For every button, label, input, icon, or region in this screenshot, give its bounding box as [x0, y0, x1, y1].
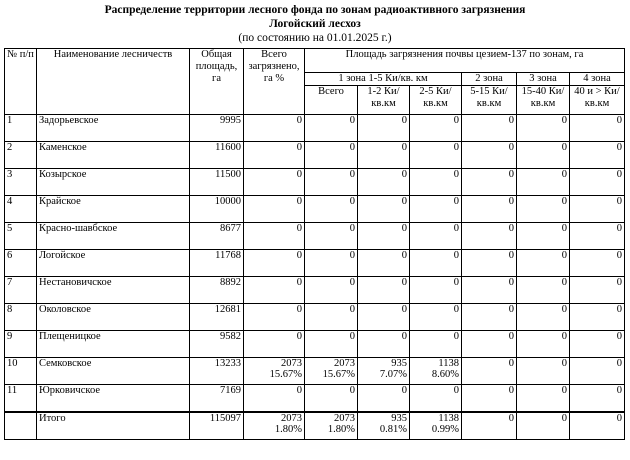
cell-value: 0	[296, 385, 302, 396]
cell-a	[358, 385, 410, 413]
cell-n	[5, 223, 37, 250]
cell-percent: 0.99%	[431, 424, 459, 435]
cell-value: 0	[616, 413, 623, 424]
cell-tot	[305, 358, 358, 385]
cell-value: 935	[391, 358, 407, 369]
cell-b	[410, 169, 462, 196]
cell-n	[5, 331, 37, 358]
cell-d	[517, 196, 570, 223]
cell-value: 0	[349, 196, 355, 207]
cell-value: 10000	[214, 196, 241, 207]
cell-value: Задорьевское	[39, 115, 99, 126]
cell-name	[37, 277, 190, 304]
cell-n	[5, 385, 37, 413]
header-name: Наименование лесничеств	[37, 49, 190, 115]
table-row	[5, 385, 625, 413]
cell-b	[410, 385, 462, 413]
cell-tot	[305, 385, 358, 413]
cell-name	[37, 358, 190, 385]
cell-value: 0	[349, 331, 355, 342]
cell-b	[410, 304, 462, 331]
cell-c	[462, 223, 517, 250]
cell-value: 7	[7, 277, 13, 288]
header-z3: 15-40 Ки/кв.км	[517, 86, 570, 115]
cell-value: 0	[453, 277, 459, 288]
cell-name	[37, 142, 190, 169]
cell-value: 0	[561, 385, 567, 396]
header-num: № п/п	[5, 49, 37, 115]
cell-value: 2073	[334, 358, 355, 369]
cell-area	[190, 358, 244, 385]
cell-value: 0	[349, 250, 355, 261]
cell-d	[517, 277, 570, 304]
cell-value: 0	[296, 304, 302, 315]
cell-value: 0	[349, 277, 355, 288]
cell-value: 0	[453, 385, 459, 396]
report-date: (по состоянию на 01.01.2025 г.)	[238, 32, 392, 44]
cell-n	[5, 250, 37, 277]
cell-n	[5, 358, 37, 385]
cell-value: 2073	[281, 413, 302, 424]
cell-cont	[244, 223, 305, 250]
cell-name	[37, 196, 190, 223]
cell-value: 11768	[215, 250, 241, 261]
cell-value: 0	[561, 142, 567, 153]
cell-value: 1	[7, 115, 13, 126]
cell-area	[190, 142, 244, 169]
cell-n	[5, 277, 37, 304]
cell-value: 0	[508, 331, 514, 342]
cell-percent: 8.60%	[431, 369, 459, 380]
cell-value: 9582	[220, 331, 241, 342]
cell-value: 0	[349, 385, 355, 396]
cell-a	[358, 331, 410, 358]
cell-value: 0	[616, 304, 623, 315]
cell-a	[358, 358, 410, 385]
cell-value: 0	[508, 250, 514, 261]
header-z1-1-2: 1-2 Ки/кв.км	[358, 86, 410, 115]
header-area: Общая площадь, га	[190, 49, 244, 115]
cell-tot	[305, 115, 358, 142]
cell-tot	[305, 196, 358, 223]
cell-value: 0	[296, 277, 302, 288]
header-z4: 40 и > Ки/кв.км	[570, 86, 625, 115]
cell-a	[358, 412, 410, 440]
cell-area	[190, 277, 244, 304]
cell-b	[410, 358, 462, 385]
cell-value: 0	[296, 115, 302, 126]
cell-d	[517, 304, 570, 331]
cell-e	[570, 358, 625, 385]
cell-e	[570, 304, 625, 331]
cell-c	[462, 304, 517, 331]
cell-tot	[305, 223, 358, 250]
cell-value: 1138	[438, 358, 459, 369]
cell-d	[517, 115, 570, 142]
cell-percent: 1.80%	[327, 424, 355, 435]
cell-cont	[244, 358, 305, 385]
cell-value: 3	[7, 169, 13, 180]
cell-cont	[244, 115, 305, 142]
cell-value: 0	[561, 413, 567, 424]
cell-tot	[305, 250, 358, 277]
table-row	[5, 277, 625, 304]
cell-value: 4	[7, 196, 13, 207]
cell-name	[37, 169, 190, 196]
cell-b	[410, 223, 462, 250]
cell-cont	[244, 250, 305, 277]
cell-value: 0	[401, 115, 407, 126]
cell-n	[5, 115, 37, 142]
cell-name	[37, 385, 190, 413]
cell-area	[190, 385, 244, 413]
cell-d	[517, 250, 570, 277]
cell-e	[570, 385, 625, 413]
header-total: Всего	[305, 86, 358, 115]
cell-area	[190, 223, 244, 250]
cell-value: 0	[616, 223, 623, 234]
cell-value: 0	[508, 277, 514, 288]
cell-value: 0	[296, 331, 302, 342]
cell-n	[5, 304, 37, 331]
cell-value: Нестановичское	[39, 277, 112, 288]
cell-b	[410, 115, 462, 142]
cell-d	[517, 385, 570, 413]
cell-value: 5	[7, 223, 13, 234]
table-row	[5, 250, 625, 277]
cell-value: 8892	[220, 277, 241, 288]
cell-e	[570, 196, 625, 223]
cell-b	[410, 277, 462, 304]
cell-value: 6	[7, 250, 13, 261]
cell-percent: 7.07%	[379, 369, 407, 380]
cell-value: 0	[349, 223, 355, 234]
cell-value: 0	[561, 304, 567, 315]
cell-value: 8677	[220, 223, 241, 234]
header-z2: 5-15 Ки/кв.км	[462, 86, 517, 115]
cell-value: 0	[616, 385, 623, 396]
cell-c	[462, 412, 517, 440]
cell-value: Каменское	[39, 142, 87, 153]
cell-value: 0	[401, 331, 407, 342]
table-row	[5, 169, 625, 196]
cell-value: 0	[296, 169, 302, 180]
cell-value: 0	[561, 115, 567, 126]
cell-value: 115097	[209, 413, 241, 424]
cell-d	[517, 331, 570, 358]
cell-value: 0	[401, 223, 407, 234]
cell-name	[37, 223, 190, 250]
cell-value: 12681	[214, 304, 241, 315]
cell-value: 0	[349, 142, 355, 153]
cell-value: 0	[401, 169, 407, 180]
cell-value: Красно-шавбское	[39, 223, 118, 234]
cell-d	[517, 412, 570, 440]
cell-tot	[305, 277, 358, 304]
cell-name	[37, 331, 190, 358]
cell-cont	[244, 385, 305, 413]
cell-value: 0	[508, 196, 514, 207]
cell-name	[37, 304, 190, 331]
cell-b	[410, 196, 462, 223]
cell-value: 7169	[220, 385, 241, 396]
table-row	[5, 142, 625, 169]
cell-value: 2073	[281, 358, 302, 369]
report-title: Распределение территории лесного фонда по зонам радиоактивного загрязнения	[104, 4, 526, 16]
cell-value: 2073	[334, 413, 355, 424]
cell-value: 11500	[215, 169, 241, 180]
cell-value: 0	[508, 169, 514, 180]
cell-value: Семковское	[39, 358, 92, 369]
header-contaminated: Всего загрязнено, га %	[244, 49, 305, 115]
table-row	[5, 331, 625, 358]
cell-c	[462, 277, 517, 304]
cell-value: 0	[453, 142, 459, 153]
cell-value: 0	[296, 223, 302, 234]
cell-tot	[305, 331, 358, 358]
cell-value: 11	[7, 385, 18, 396]
cell-n	[5, 412, 37, 440]
cell-cont	[244, 331, 305, 358]
contamination-table	[4, 48, 625, 440]
cell-value: 935	[391, 413, 407, 424]
cell-value: 0	[296, 196, 302, 207]
cell-value: 0	[401, 196, 407, 207]
cell-value: 1138	[438, 413, 459, 424]
cell-percent: 15.67%	[269, 369, 302, 380]
cell-cont	[244, 196, 305, 223]
cell-d	[517, 358, 570, 385]
cell-e	[570, 250, 625, 277]
header-zone3: 3 зона	[517, 73, 570, 86]
cell-e	[570, 169, 625, 196]
cell-value: Логойское	[39, 250, 86, 261]
cell-a	[358, 142, 410, 169]
cell-value: Итого	[39, 413, 66, 424]
cell-n	[5, 196, 37, 223]
cell-n	[5, 169, 37, 196]
cell-value: 0	[401, 142, 407, 153]
cell-name	[37, 250, 190, 277]
cell-name	[37, 412, 190, 440]
cell-value: 2	[7, 142, 13, 153]
cell-e	[570, 115, 625, 142]
cell-value: 0	[508, 304, 514, 315]
header-group: Площадь загрязнения почвы цезием-137 по зонам, га	[305, 49, 625, 73]
cell-c	[462, 331, 517, 358]
cell-value: 0	[508, 385, 514, 396]
cell-value: 0	[616, 115, 623, 126]
cell-value: 0	[296, 250, 302, 261]
cell-value: 0	[561, 223, 567, 234]
cell-area	[190, 196, 244, 223]
cell-c	[462, 358, 517, 385]
cell-e	[570, 412, 625, 440]
cell-value: 11600	[215, 142, 241, 153]
cell-d	[517, 223, 570, 250]
cell-c	[462, 115, 517, 142]
cell-cont	[244, 277, 305, 304]
cell-c	[462, 250, 517, 277]
cell-cont	[244, 412, 305, 440]
table-row	[5, 304, 625, 331]
cell-value: 8	[7, 304, 13, 315]
cell-tot	[305, 142, 358, 169]
cell-b	[410, 412, 462, 440]
cell-d	[517, 169, 570, 196]
cell-b	[410, 331, 462, 358]
cell-value: 0	[616, 250, 623, 261]
cell-cont	[244, 142, 305, 169]
cell-value: 0	[453, 115, 459, 126]
cell-value: 0	[296, 142, 302, 153]
cell-area	[190, 412, 244, 440]
header-zone1: 1 зона 1-5 Ки/кв. км	[305, 73, 462, 86]
table-row	[5, 358, 625, 385]
cell-e	[570, 223, 625, 250]
cell-area	[190, 331, 244, 358]
cell-value: 0	[561, 250, 567, 261]
cell-value: Юрковичское	[39, 385, 100, 396]
cell-b	[410, 142, 462, 169]
cell-value: 0	[508, 223, 514, 234]
cell-a	[358, 250, 410, 277]
cell-tot	[305, 304, 358, 331]
cell-value: 0	[561, 277, 567, 288]
cell-percent: 15.67%	[322, 369, 355, 380]
cell-cont	[244, 304, 305, 331]
header-zone2: 2 зона	[462, 73, 517, 86]
cell-tot	[305, 169, 358, 196]
cell-percent: 1.80%	[274, 424, 302, 435]
cell-value: 0	[561, 358, 567, 369]
cell-value: 0	[401, 277, 407, 288]
cell-value: 0	[401, 304, 407, 315]
cell-value: 0	[616, 277, 623, 288]
cell-e	[570, 142, 625, 169]
cell-area	[190, 169, 244, 196]
cell-area	[190, 115, 244, 142]
cell-value: 0	[616, 358, 623, 369]
cell-e	[570, 277, 625, 304]
cell-value: 0	[453, 169, 459, 180]
total-row	[5, 412, 625, 440]
cell-value: Плещеницкое	[39, 331, 101, 342]
cell-value: 0	[616, 169, 623, 180]
cell-value: 0	[561, 169, 567, 180]
cell-a	[358, 115, 410, 142]
cell-c	[462, 169, 517, 196]
cell-area	[190, 250, 244, 277]
cell-value: Козырское	[39, 169, 87, 180]
cell-a	[358, 277, 410, 304]
header-z1-2-5: 2-5 Ки/кв.км	[410, 86, 462, 115]
cell-value: 0	[349, 169, 355, 180]
cell-value: Околовское	[39, 304, 91, 315]
cell-value: 0	[401, 250, 407, 261]
cell-n	[5, 142, 37, 169]
cell-b	[410, 250, 462, 277]
cell-a	[358, 196, 410, 223]
cell-value: 13233	[214, 358, 241, 369]
cell-name	[37, 115, 190, 142]
cell-value: 0	[349, 115, 355, 126]
table-row	[5, 196, 625, 223]
cell-value: 0	[349, 304, 355, 315]
cell-value: 10	[7, 358, 18, 369]
cell-value: 0	[616, 331, 623, 342]
cell-value: 0	[508, 358, 514, 369]
cell-value: 0	[508, 413, 514, 424]
cell-e	[570, 331, 625, 358]
cell-value: Крайское	[39, 196, 81, 207]
cell-c	[462, 385, 517, 413]
cell-value: 9	[7, 331, 13, 342]
cell-value: 0	[401, 385, 407, 396]
cell-value: 0	[453, 196, 459, 207]
cell-c	[462, 142, 517, 169]
cell-value: 0	[508, 115, 514, 126]
cell-value: 0	[453, 304, 459, 315]
table-row	[5, 115, 625, 142]
cell-value: 9995	[220, 115, 241, 126]
cell-area	[190, 304, 244, 331]
report-subtitle: Логойский лесхоз	[269, 18, 361, 30]
cell-c	[462, 196, 517, 223]
cell-a	[358, 169, 410, 196]
cell-d	[517, 142, 570, 169]
cell-value: 0	[616, 142, 623, 153]
table-row	[5, 223, 625, 250]
cell-percent: 0.81%	[379, 424, 407, 435]
cell-a	[358, 304, 410, 331]
cell-a	[358, 223, 410, 250]
header-zone4: 4 зона	[570, 73, 625, 86]
cell-value: 0	[453, 250, 459, 261]
cell-tot	[305, 412, 358, 440]
cell-value: 0	[508, 142, 514, 153]
cell-value: 0	[561, 196, 567, 207]
cell-value: 0	[453, 331, 459, 342]
cell-value: 0	[616, 196, 623, 207]
cell-cont	[244, 169, 305, 196]
cell-value: 0	[561, 331, 567, 342]
cell-value: 0	[453, 223, 459, 234]
